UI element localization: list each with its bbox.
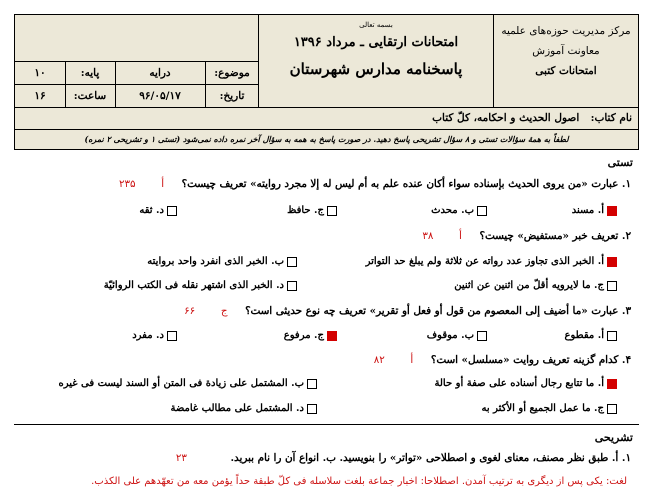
checkbox[interactable] [167, 331, 177, 341]
instructions-note: لطفاً به همهٔ سؤالات تستی و ۸ سؤال تشریحی پاسخ دهید. در صورت پاسخ به همه به سؤال آخر نمره داده نمی‌شود (تستی ۱ و تشریحی ۲ نمره) [14, 130, 639, 150]
option-label: ج. ما عمل الجمیع أو الأکثر به [481, 403, 604, 414]
exam-header [14, 14, 639, 108]
descriptive-section-title: تشریحی [594, 431, 633, 444]
book-value: اصول الحدیث و احکامه، کلّ کتاب [432, 112, 580, 124]
option-label: ج. ما لایرویه أقلّ من اثنین عن اثنین [454, 280, 604, 291]
book-bar [14, 108, 639, 130]
checkbox[interactable] [477, 331, 487, 341]
option-label: ب. المشتمل علی زیادة فی المتن أو السند لیست فی غیره [58, 378, 304, 389]
checkbox-checked[interactable] [607, 257, 617, 267]
option-label: ب. موقوف [426, 330, 474, 341]
option-label: د. مفرد [132, 330, 164, 341]
checkbox[interactable] [287, 257, 297, 267]
book-label: نام کتاب: [590, 112, 632, 124]
checkbox[interactable] [607, 331, 617, 341]
checkbox-checked[interactable] [327, 331, 337, 341]
option-label: د. ثقه [139, 205, 164, 216]
checkbox[interactable] [327, 206, 337, 216]
option-b[interactable] [427, 330, 487, 341]
test-section-title: تستی [607, 156, 633, 169]
option-b[interactable] [147, 256, 297, 267]
page-ref: ۸۲ [373, 354, 385, 366]
organization-block [493, 15, 638, 107]
page-ref: ۳۸ [422, 230, 434, 242]
checkbox[interactable] [307, 404, 317, 414]
grid-divider [65, 61, 66, 107]
question-1 [119, 178, 631, 190]
checkbox[interactable] [477, 206, 487, 216]
org-line-2: معاونت آموزش [532, 45, 600, 57]
checkbox[interactable] [607, 281, 617, 291]
time-value: ۱۶ [15, 84, 65, 107]
bismillah: بسمه تعالی [359, 21, 393, 29]
checkbox[interactable] [307, 379, 317, 389]
option-label: أ. الخبر الذی تجاوز عدد رواته عن ثلاثة ولم یبلغ حد التواتر [365, 256, 604, 267]
answer-key-title: پاسخنامه مدارس شهرستان [289, 60, 463, 78]
answer-mark: أ [410, 354, 414, 366]
option-b[interactable] [431, 205, 487, 216]
question-text: ۴. کدام گزینه تعریف روایت «مسلسل» است؟ [430, 354, 631, 366]
descriptive-question-1 [176, 452, 631, 464]
answer-mark: أ [459, 230, 462, 242]
option-d[interactable] [104, 280, 297, 291]
option-c[interactable] [482, 403, 617, 414]
org-line-1: مرکز مدیریت حوزه‌های علمیه [501, 25, 631, 37]
descriptive-answer-1: لغت: یکی پس از دیگری به ترتیب آمدن. اصطلاحا: اخبار جماعة بلغت سلاسله فی کلّ طبقة حداً یؤمن معه من تعهّدهم علی الکذب. [91, 476, 627, 487]
level-label: پایه: [65, 61, 115, 84]
time-label: ساعت: [65, 84, 115, 107]
option-a[interactable] [366, 256, 617, 267]
grid-divider [115, 61, 116, 107]
exam-title-block [258, 15, 493, 107]
subject-value: درایه [115, 61, 205, 84]
checkbox[interactable] [167, 206, 177, 216]
page-ref: ۲۳۵ [119, 178, 136, 190]
checkbox-checked[interactable] [607, 206, 617, 216]
date-label: تاریخ: [205, 84, 259, 107]
exam-title: امتحانات ارتقایی ـ مرداد ۱۳۹۶ [293, 35, 459, 50]
option-a[interactable] [565, 330, 618, 341]
option-label: أ. مقطوع [564, 330, 604, 341]
option-label: ب. الخبر الذی انفرد واحد بروایته [147, 256, 284, 267]
level-value: ۱۰ [15, 61, 65, 84]
date-value: ۹۶/۰۵/۱۷ [115, 84, 205, 107]
option-c[interactable] [287, 205, 337, 216]
answer-mark: ج [220, 305, 228, 317]
checkbox-checked[interactable] [607, 379, 617, 389]
question-text: ۳. عبارت «ما أضیف إلی المعصوم من قول أو فعل أو تقریر» تعریف چه نوع حدیثی است؟ [245, 305, 631, 317]
question-4 [374, 354, 631, 366]
option-label: ج. حافظ [287, 205, 324, 216]
question-text: ۱. أ. طبق نظر مصنف، معنای لغوی و اصطلاحی «تواتر» را بنویسید. ب. انواع آن را نام ببرید. [230, 452, 631, 464]
option-label: أ. مسند [571, 205, 604, 216]
question-3 [184, 305, 631, 317]
questions-body [0, 150, 657, 503]
option-label: أ. ما تتابع رجال أسناده علی صفة أو حالة [434, 378, 604, 389]
option-label: ب. محدث [431, 205, 474, 216]
option-a[interactable] [572, 205, 617, 216]
question-2 [422, 230, 631, 242]
page-ref: ۶۶ [184, 305, 196, 317]
subject-label: موضوع: [205, 61, 259, 84]
org-line-3: امتحانات کتبی [535, 65, 597, 77]
option-label: ج. مرفوع [283, 330, 324, 341]
checkbox[interactable] [607, 404, 617, 414]
option-a[interactable] [435, 378, 617, 389]
answer-mark: أ [161, 178, 165, 190]
option-b[interactable] [59, 378, 317, 389]
exam-info-grid [15, 15, 259, 107]
option-c[interactable] [454, 280, 617, 291]
page-ref: ۲۳ [175, 452, 187, 464]
option-label: د. المشتمل علی مطالب غامضة [170, 403, 304, 414]
grid-divider [205, 61, 206, 107]
option-d[interactable] [139, 205, 177, 216]
option-label: د. الخبر الذی اشتهر نقله فی الکتب الروائیّة [103, 280, 284, 291]
option-d[interactable] [170, 403, 317, 414]
option-d[interactable] [132, 330, 177, 341]
checkbox[interactable] [287, 281, 297, 291]
question-text: ۲. تعریف خبر «مستفیض» چیست؟ [479, 230, 631, 242]
option-c[interactable] [284, 330, 337, 341]
question-text: ۱. عبارت «من یروی الحدیث بإسناده سواء أکان عنده علم به أم لیس له إلا مجرد روایته» تعریف چیست؟ [181, 178, 631, 190]
section-divider [14, 424, 639, 425]
